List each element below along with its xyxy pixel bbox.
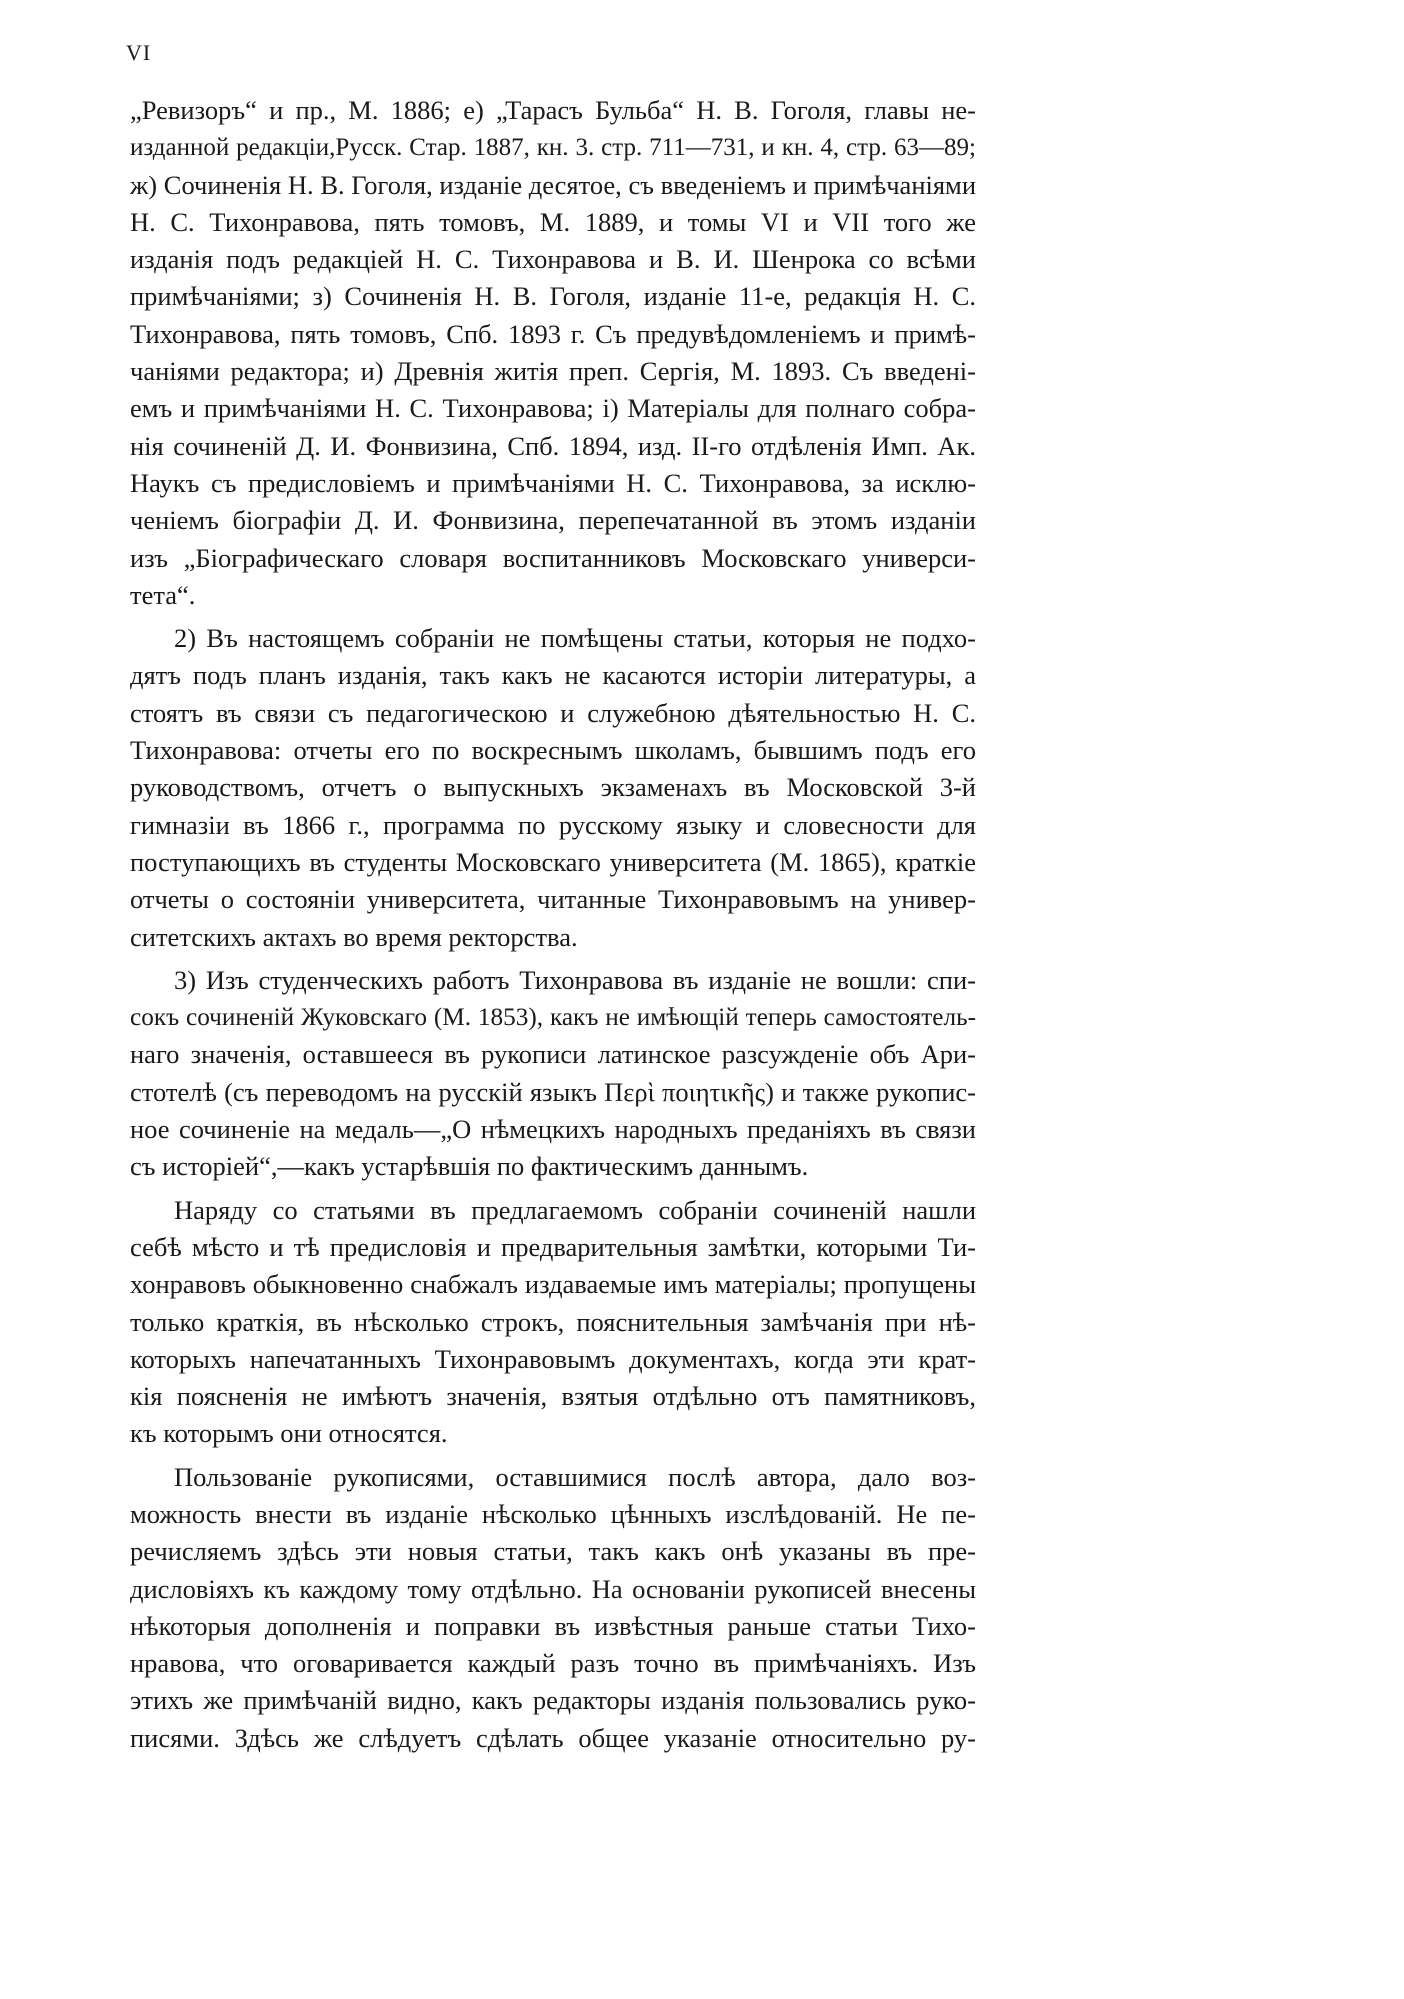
text-line: нія сочиненій Д. И. Фонвизина, Спб. 1894, изд. II-го отдѣленія Имп. Ак.: [130, 430, 976, 461]
text-line: сокъ сочиненій Жуковскаго (М. 1853), какъ не имѣющій теперь самостоятель-: [130, 1003, 976, 1032]
text-line: ж) Сочиненія Н. В. Гоголя, изданіе десятое, съ введеніемъ и примѣчаніями: [130, 169, 976, 200]
text-line: наго значенія, оставшееся въ рукописи латинское разсужденіе объ Ари-: [130, 1039, 976, 1070]
text-line: примѣчаніями; з) Сочиненія Н. В. Гоголя, изданіе 11-е, редакція Н. С.: [130, 281, 976, 312]
text-line: поступающихъ въ студенты Московскаго университета (М. 1865), краткіе: [130, 846, 976, 877]
text-line: 2) Въ настоящемъ собраніи не помѣщены статьи, которыя не подхо-: [174, 623, 976, 654]
text-line: стотелѣ (съ переводомъ на русскій языкъ Περὶ ποιητικῆς) и также рукопис-: [130, 1076, 976, 1107]
text-line: чаніями редактора; и) Древнія житія преп. Сергія, М. 1893. Съ введені-: [130, 356, 976, 387]
text-line: изъ „Біографическаго словаря воспитанниковъ Московскаго универси-: [130, 542, 976, 573]
text-line: кія поясненія не имѣютъ значенія, взятыя отдѣльно отъ памятниковъ,: [130, 1381, 976, 1412]
text-line: речисляемъ здѣсь эти новыя статьи, такъ какъ онѣ указаны въ пре-: [130, 1536, 976, 1567]
text-line: Наряду со статьями въ предлагаемомъ собраніи сочиненій нашли: [174, 1194, 976, 1225]
text-line: нравова, что оговаривается каждый разъ точно въ примѣчаніяхъ. Изъ: [130, 1648, 976, 1679]
text-line: Наукъ съ предисловіемъ и примѣчаніями Н. С. Тихонравова, за исклю-: [130, 467, 976, 498]
paragraph-3: [130, 962, 976, 1186]
text-line: Тихонравова, пять томовъ, Спб. 1893 г. Съ предувѣдомленіемъ и примѣ-: [130, 318, 976, 349]
text-line: хонравовъ обыкновенно снабжалъ издаваемые имъ матеріалы; пропущены: [130, 1269, 976, 1300]
text-line: изданной редакціи,Русск. Стар. 1887, кн. 3. стр. 711—731, и кн. 4, стр. 63—89;: [130, 134, 976, 162]
text-line: ченіемъ біографіи Д. И. Фонвизина, перепечатанной въ этомъ изданіи: [130, 505, 976, 536]
text-line: 3) Изъ студенческихъ работъ Тихонравова въ изданіе не вошли: спи-: [174, 964, 976, 995]
text-line: съ исторіей“,—какъ устарѣвшія по фактическимъ даннымъ.: [130, 1151, 809, 1182]
text-line: къ которымъ они относятся.: [130, 1418, 448, 1449]
paragraph-1: [130, 92, 976, 614]
text-line: дятъ подъ планъ изданія, такъ какъ не касаются исторіи литературы, а: [130, 660, 976, 691]
text-line: писями. Здѣсь же слѣдуетъ сдѣлать общее указаніе относительно ру-: [130, 1722, 976, 1753]
text-line: только краткія, въ нѣсколько строкъ, пояснительныя замѣчанія при нѣ-: [130, 1306, 976, 1337]
text-line: „Ревизоръ“ и пр., М. 1886; е) „Тарасъ Бульба“ Н. В. Гоголя, главы не-: [130, 95, 976, 125]
text-line: отчеты о состояніи университета, читанные Тихонравовымъ на универ-: [130, 884, 976, 915]
text-line: гимназіи въ 1866 г., программа по русскому языку и словесности для: [130, 809, 976, 840]
page-number: VI: [126, 40, 152, 65]
text-line: Н. С. Тихонравова, пять томовъ, М. 1889, и томы VI и VII того же: [130, 206, 976, 237]
paragraph-4: [130, 1192, 976, 1453]
text-line: Пользованіе рукописями, оставшимися послѣ автора, дало воз-: [174, 1461, 976, 1492]
body-text: [130, 92, 976, 1757]
text-line: тета“.: [130, 579, 196, 610]
text-line: емъ и примѣчаніями Н. С. Тихонравова; і) Матеріалы для полнаго собра-: [130, 393, 976, 424]
text-line: которыхъ напечатанныхъ Тихонравовымъ документахъ, когда эти крат-: [130, 1343, 976, 1374]
text-line: ситетскихъ актахъ во время ректорства.: [130, 921, 578, 952]
text-line: Тихонравова: отчеты его по воскреснымъ школамъ, бывшимъ подъ его: [130, 735, 976, 766]
text-line: изданія подъ редакціей Н. С. Тихонравова и В. И. Шенрока со всѣми: [130, 244, 976, 275]
text-line: дисловіяхъ къ каждому тому отдѣльно. На основаніи рукописей внесены: [130, 1573, 976, 1604]
text-line: этихъ же примѣчаній видно, какъ редакторы изданія пользовались руко-: [130, 1685, 976, 1716]
text-line: стоятъ въ связи съ педагогическою и служебною дѣятельностью Н. С.: [130, 697, 976, 728]
text-line: руководствомъ, отчетъ о выпускныхъ экзаменахъ въ Московской 3-й: [130, 772, 976, 803]
text-line: нѣкоторыя дополненія и поправки въ извѣстныя раньше статьи Тихо-: [130, 1610, 976, 1641]
paragraph-2: [130, 620, 976, 956]
text-line: себѣ мѣсто и тѣ предисловія и предварительныя замѣтки, которыми Ти-: [130, 1231, 976, 1262]
paragraph-5: [130, 1459, 976, 1757]
text-line: можность внести въ изданіе нѣсколько цѣнныхъ изслѣдованій. Не пе-: [130, 1498, 976, 1529]
text-line: ное сочиненіе на медаль—„О нѣмецкихъ народныхъ преданіяхъ въ связи: [130, 1114, 976, 1145]
